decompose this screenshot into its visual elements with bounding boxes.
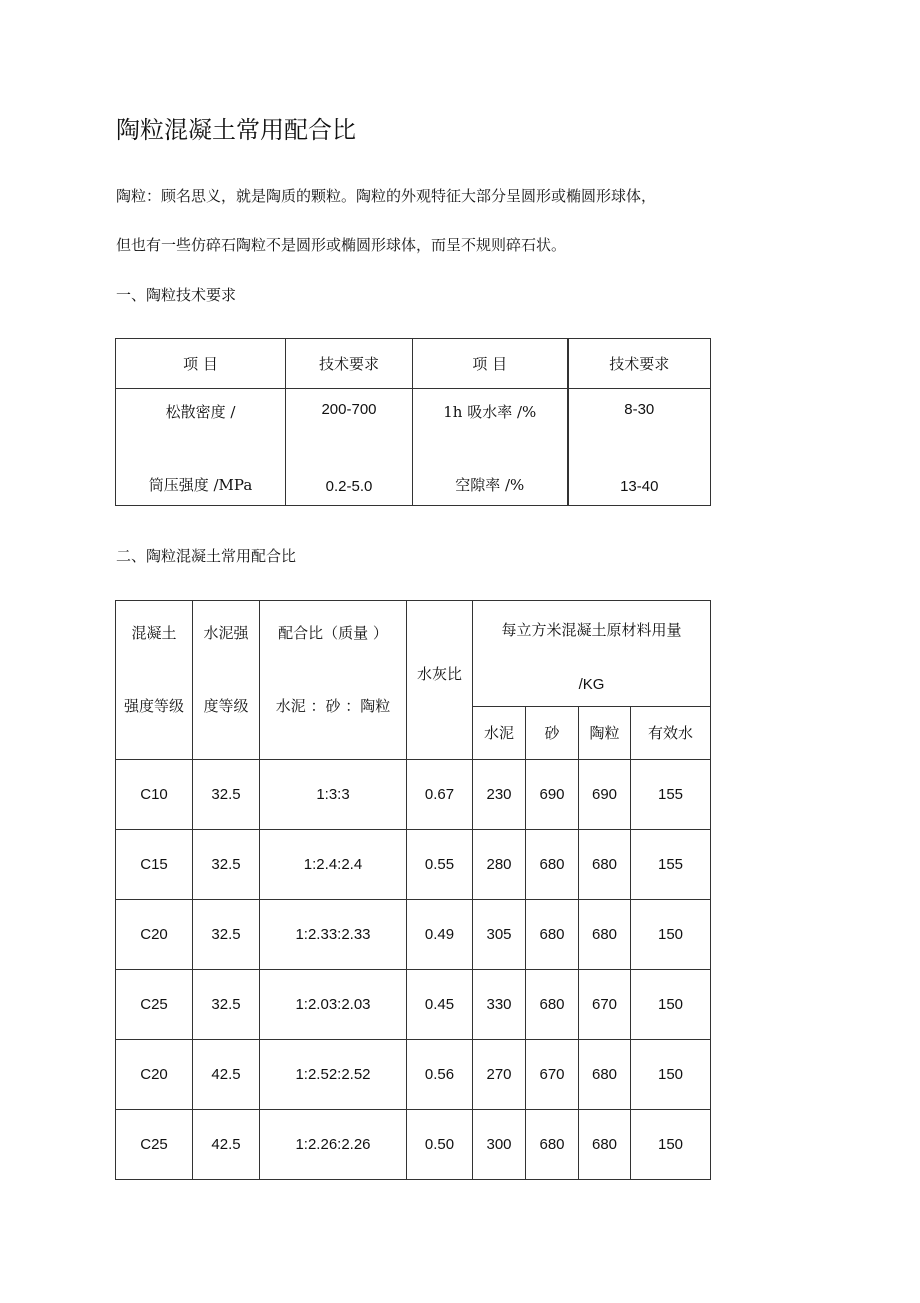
cell-wc-ratio: 0.55 xyxy=(407,830,473,900)
table-cell xyxy=(413,389,568,506)
cell-water-kg: 150 xyxy=(631,1110,711,1180)
cell-grade: C20 xyxy=(116,1040,193,1110)
cell-cement-kg: 305 xyxy=(473,900,526,970)
header-cement-grade xyxy=(193,601,260,760)
cell-wc-ratio: 0.45 xyxy=(407,970,473,1040)
cell-bulk-density: 松散密度 / xyxy=(165,403,236,421)
section-2-heading: 二、陶粒混凝土常用配合比 xyxy=(116,547,297,565)
cell-mix-ratio: 1:3:3 xyxy=(260,760,407,830)
table-row xyxy=(116,1040,711,1110)
cell-water-kg: 155 xyxy=(631,830,711,900)
cell-wc-ratio: 0.50 xyxy=(407,1110,473,1180)
cell-value: 8-30 xyxy=(624,401,655,418)
header-requirement: 技术要求 xyxy=(568,339,711,389)
table-cell xyxy=(568,389,711,506)
cell-crush-strength: 筒压强度 /MPa xyxy=(148,476,253,494)
cell-void-ratio: 空隙率 /% xyxy=(455,476,525,494)
table-cell xyxy=(286,389,413,506)
header-grade-line-1: 混凝土 xyxy=(131,624,177,642)
subheader-sand: 砂 xyxy=(526,706,579,759)
table-row xyxy=(116,760,711,830)
cell-cement-grade: 42.5 xyxy=(193,1040,260,1110)
table-header-row xyxy=(116,601,711,707)
header-cement-line-1: 水泥强 xyxy=(203,624,249,642)
ceramsite-spec-table xyxy=(115,338,711,506)
cell-mix-ratio: 1:2.4:2.4 xyxy=(260,830,407,900)
cell-cement-grade: 32.5 xyxy=(193,900,260,970)
cell-water-absorption: 1h 吸水率 /% xyxy=(443,403,537,421)
cell-mix-ratio: 1:2.52:2.52 xyxy=(260,1040,407,1110)
cell-mix-ratio: 1:2.26:2.26 xyxy=(260,1110,407,1180)
header-water-cement-ratio: 水灰比 xyxy=(407,601,473,760)
cell-grade: C15 xyxy=(116,830,193,900)
subheader-cement: 水泥 xyxy=(473,706,526,759)
cell-wc-ratio: 0.56 xyxy=(407,1040,473,1110)
cell-grade: C20 xyxy=(116,900,193,970)
header-usage-unit: /KG xyxy=(578,676,605,694)
table-row xyxy=(116,1110,711,1180)
cell-ceramsite-kg: 670 xyxy=(579,970,631,1040)
header-material-usage xyxy=(473,601,711,707)
header-item: 项 目 xyxy=(413,339,568,389)
cell-mix-ratio: 1:2.03:2.03 xyxy=(260,970,407,1040)
header-grade xyxy=(116,601,193,760)
table-row xyxy=(116,830,711,900)
cell-water-kg: 150 xyxy=(631,970,711,1040)
table-row xyxy=(116,970,711,1040)
cell-value: 13-40 xyxy=(620,478,659,495)
cell-value: 200-700 xyxy=(321,401,377,418)
cell-sand-kg: 680 xyxy=(526,1110,579,1180)
cell-ceramsite-kg: 680 xyxy=(579,1040,631,1110)
header-grade-line-2: 强度等级 xyxy=(123,697,184,715)
section-1-heading: 一、陶粒技术要求 xyxy=(116,286,237,304)
cell-grade: C25 xyxy=(116,1110,193,1180)
cell-grade: C10 xyxy=(116,760,193,830)
cell-grade: C25 xyxy=(116,970,193,1040)
cell-cement-kg: 230 xyxy=(473,760,526,830)
cell-cement-kg: 270 xyxy=(473,1040,526,1110)
table-header-row xyxy=(116,339,711,389)
header-requirement: 技术要求 xyxy=(286,339,413,389)
cell-cement-grade: 32.5 xyxy=(193,970,260,1040)
header-item: 项 目 xyxy=(116,339,286,389)
cell-ceramsite-kg: 680 xyxy=(579,900,631,970)
cell-cement-kg: 280 xyxy=(473,830,526,900)
intro-line-2: 但也有一些仿碎石陶粒不是圆形或椭圆形球体，而呈不规则碎石状。 xyxy=(116,236,567,254)
cell-ceramsite-kg: 680 xyxy=(579,1110,631,1180)
header-ratio-line-1: 配合比（质量 ） xyxy=(278,624,388,642)
cell-wc-ratio: 0.67 xyxy=(407,760,473,830)
cell-water-kg: 150 xyxy=(631,900,711,970)
header-cement-line-2: 度等级 xyxy=(203,697,249,715)
cell-ceramsite-kg: 680 xyxy=(579,830,631,900)
cell-ceramsite-kg: 690 xyxy=(579,760,631,830)
subheader-effective-water: 有效水 xyxy=(631,706,711,759)
mix-proportion-table xyxy=(115,600,711,1180)
table-cell xyxy=(116,389,286,506)
cell-value: 0.2-5.0 xyxy=(325,478,373,495)
header-ratio-line-2: 水泥 ：砂 ：陶粒 xyxy=(275,697,391,715)
cell-cement-kg: 300 xyxy=(473,1110,526,1180)
cell-mix-ratio: 1:2.33:2.33 xyxy=(260,900,407,970)
cell-water-kg: 155 xyxy=(631,760,711,830)
document-title: 陶粒混凝土常用配合比 xyxy=(116,116,356,144)
cell-sand-kg: 680 xyxy=(526,830,579,900)
cell-water-kg: 150 xyxy=(631,1040,711,1110)
cell-sand-kg: 670 xyxy=(526,1040,579,1110)
header-usage-line-1: 每立方米混凝土原材料用量 xyxy=(501,621,682,640)
cell-cement-grade: 32.5 xyxy=(193,830,260,900)
cell-cement-grade: 42.5 xyxy=(193,1110,260,1180)
cell-sand-kg: 680 xyxy=(526,970,579,1040)
intro-line-1: 陶粒：顾名思义，就是陶质的颗粒。陶粒的外观特征大部分呈圆形或椭圆形球体， xyxy=(116,187,657,205)
cell-sand-kg: 690 xyxy=(526,760,579,830)
table-row xyxy=(116,900,711,970)
cell-cement-grade: 32.5 xyxy=(193,760,260,830)
subheader-ceramsite: 陶粒 xyxy=(579,706,631,759)
table-body-row xyxy=(116,389,711,506)
cell-wc-ratio: 0.49 xyxy=(407,900,473,970)
header-mix-ratio xyxy=(260,601,407,760)
cell-sand-kg: 680 xyxy=(526,900,579,970)
cell-cement-kg: 330 xyxy=(473,970,526,1040)
